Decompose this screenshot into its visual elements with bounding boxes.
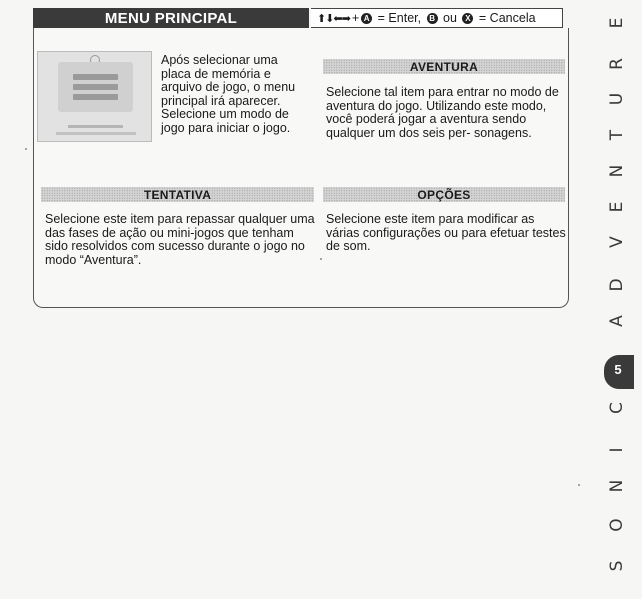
side-letter: N: [607, 479, 627, 493]
legend-or: ou: [439, 11, 461, 25]
opcoes-text: Selecione este item para modificar as várias configurações ou para efetuar testes de som.: [326, 212, 566, 253]
a-button-icon: A: [361, 13, 372, 24]
b-button-icon: B: [427, 13, 438, 24]
side-letter: C: [607, 402, 627, 414]
side-letter: E: [607, 17, 627, 29]
print-speck: [320, 258, 322, 260]
tentativa-text: Selecione este item para repassar qualquer uma das fases de ação ou mini-jogos que tenham sido resolvidos com sucesso durante o jogo no modo “Aventura”.: [45, 212, 315, 267]
side-letter: D: [607, 278, 627, 292]
screenshot-caption: [68, 125, 123, 128]
side-letter: V: [607, 236, 627, 248]
side-letter: E: [607, 201, 627, 213]
legend-plus: +: [351, 11, 360, 25]
page-number: 5: [614, 362, 622, 377]
aventura-text: Selecione tal item para entrar no modo de aventura do jogo. Utilizando este modo, você poderá jogar a aventura sendo qualquer um dos seis per- sonagens.: [326, 85, 559, 140]
tentativa-heading: TENTATIVA: [41, 187, 314, 202]
print-speck: [25, 148, 27, 150]
side-letter: I: [607, 447, 627, 453]
dpad-arrows-icon: ⬆⬇⬅➡: [317, 12, 350, 25]
side-letter: T: [607, 129, 627, 141]
side-letter: N: [607, 164, 627, 178]
side-letter: R: [607, 58, 627, 70]
side-letter: A: [607, 315, 627, 327]
side-letter: U: [607, 92, 627, 106]
side-letter: S: [607, 560, 627, 572]
legend-enter: = Enter,: [374, 11, 425, 25]
aventura-heading: AVENTURA: [323, 59, 565, 74]
menu-option-bar: [73, 84, 118, 90]
side-letter: O: [607, 518, 627, 532]
main-menu-screenshot: [37, 51, 152, 142]
intro-text: Após selecionar uma placa de memória e arquivo de jogo, o menu principal irá aparecer. Selecione um modo de jogo para iniciar o jogo.: [161, 53, 296, 135]
x-button-icon: X: [462, 13, 473, 24]
page-title: MENU PRINCIPAL: [33, 8, 309, 28]
controls-legend: [311, 8, 563, 28]
menu-option-bar: [73, 94, 118, 100]
screenshot-caption: [56, 132, 136, 135]
menu-option-bar: [73, 74, 118, 80]
legend-cancel: = Cancela: [475, 11, 536, 25]
print-speck: [578, 484, 580, 486]
opcoes-heading: OPÇÕES: [323, 187, 565, 202]
